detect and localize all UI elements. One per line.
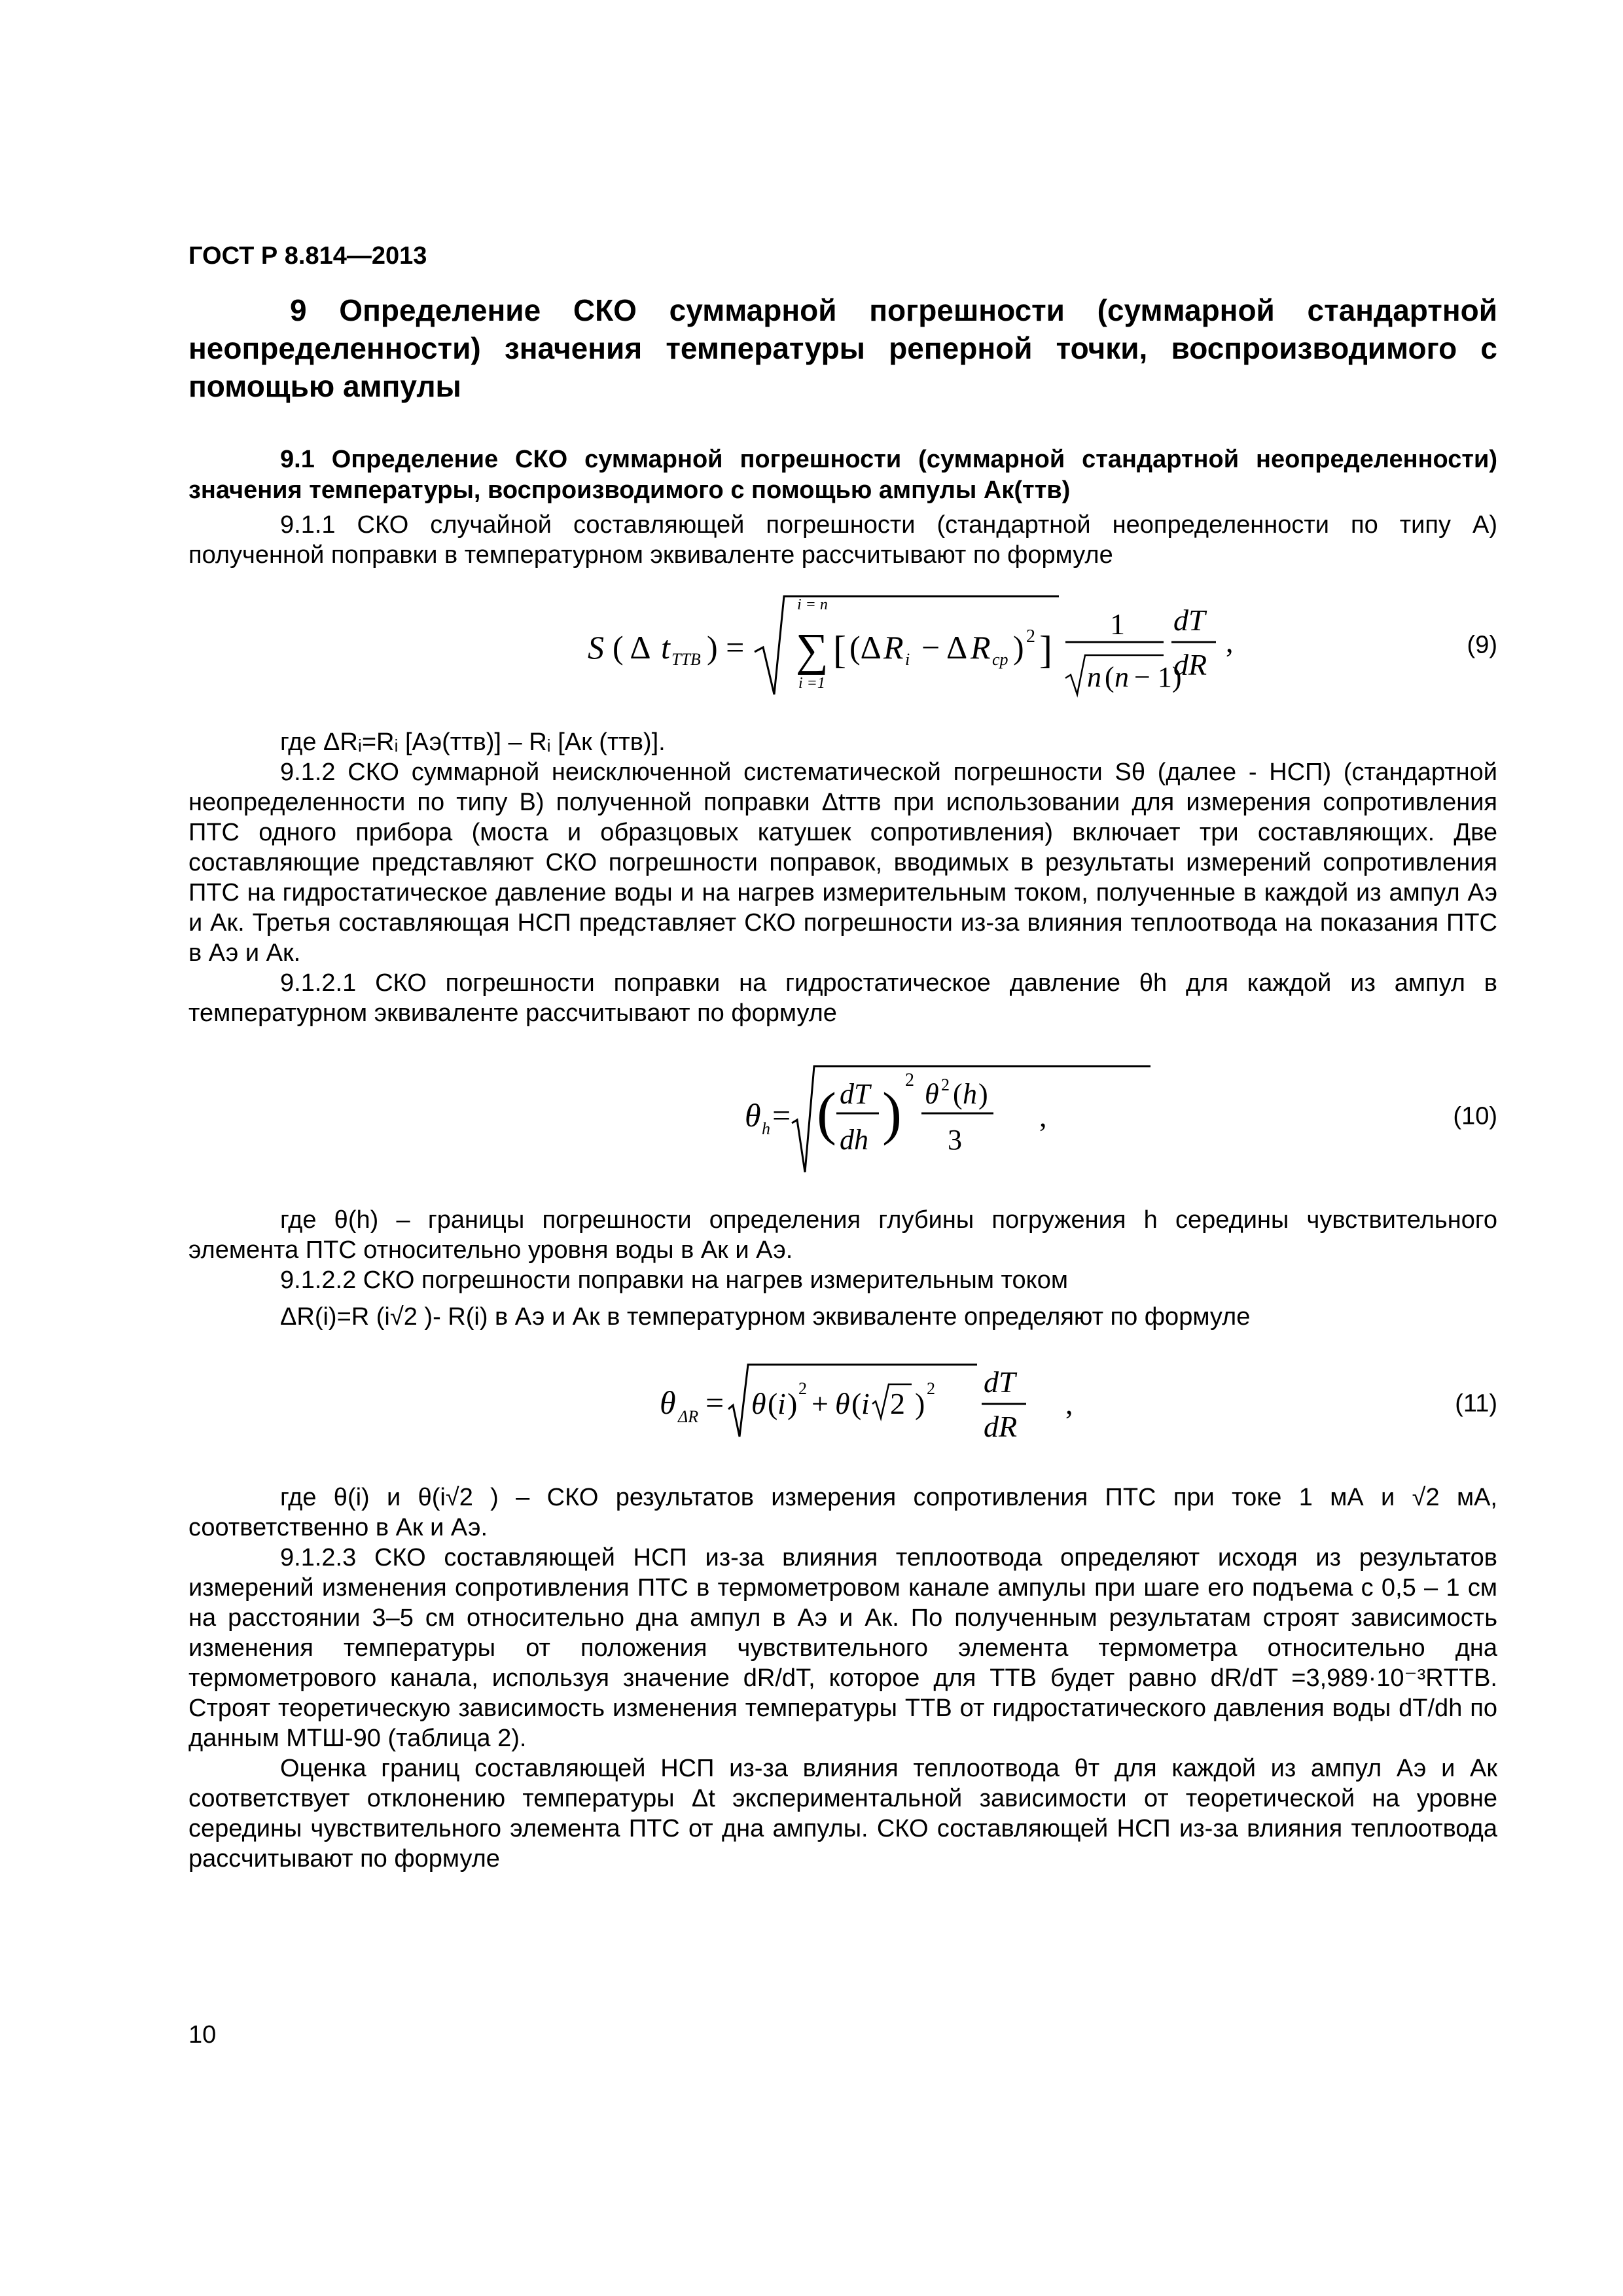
svg-text:cp: cp bbox=[992, 650, 1008, 669]
svg-text:θ: θ bbox=[925, 1078, 939, 1110]
svg-text:i: i bbox=[777, 1387, 786, 1420]
svg-text:i: i bbox=[905, 650, 910, 669]
svg-text:) =: ) = bbox=[707, 629, 745, 666]
svg-text:(Δ: (Δ bbox=[849, 629, 882, 666]
svg-text:n: n bbox=[1087, 661, 1101, 693]
svg-text:(: ( bbox=[817, 1081, 836, 1146]
svg-text:i =1: i =1 bbox=[798, 675, 825, 692]
svg-text:S: S bbox=[588, 629, 604, 666]
section-9-1-title: 9.1 Определение СКО суммарной погрешности (суммарной стандартной неопределенности) значения температуры, воспроизводимого с помощью ампулы Ак(ттв) bbox=[188, 446, 1497, 504]
svg-text:(: ( bbox=[851, 1387, 862, 1420]
svg-text:3: 3 bbox=[948, 1124, 962, 1156]
svg-text:): ) bbox=[787, 1387, 798, 1420]
svg-text:R: R bbox=[883, 629, 904, 666]
svg-text:i = n: i = n bbox=[797, 596, 828, 613]
svg-text:R: R bbox=[971, 629, 991, 666]
svg-text:θ: θ bbox=[745, 1097, 761, 1134]
svg-text:1: 1 bbox=[1110, 607, 1125, 641]
page-number: 10 bbox=[188, 2021, 217, 2049]
paragraph-9-1-1: 9.1.1 СКО случайной составляющей погрешности (стандартной неопределенности по типу А) полученной поправки в температурном эквиваленте рассчитывают по формуле bbox=[188, 511, 1497, 569]
svg-text:=: = bbox=[772, 1097, 791, 1134]
paragraph-9-1-2-2-formula-line: ΔR(i)=R (i√2 )- R(i) в Аэ и Ак в температурном эквиваленте определяют по формуле bbox=[280, 1303, 1251, 1331]
where-10: где θ(h) – границы погрешности определения глубины погружения h середины чувствительного элемента ПТС относительно уровня воды в Ак и Аэ. bbox=[188, 1206, 1497, 1264]
svg-text:+: + bbox=[812, 1387, 829, 1420]
svg-text:): ) bbox=[978, 1078, 988, 1110]
svg-text:(: ( bbox=[1105, 661, 1115, 693]
svg-text:θ: θ bbox=[751, 1387, 766, 1420]
svg-text:dR: dR bbox=[1173, 648, 1207, 681]
svg-text:dT: dT bbox=[984, 1365, 1016, 1399]
where-11: где θ(i) и θ(i√2 ) – СКО результатов измерения сопротивления ПТС при токе 1 мА и √2 мА, соответственно в Ак и Аэ. bbox=[188, 1484, 1497, 1541]
document-page bbox=[188, 242, 1497, 1874]
svg-text:(: ( bbox=[953, 1078, 963, 1110]
svg-text:2: 2 bbox=[890, 1387, 905, 1420]
paragraph-9-1-2-2: 9.1.2.2 СКО погрешности поправки на нагрев измерительным током bbox=[280, 1266, 1068, 1294]
equation-number-9: (9) bbox=[1467, 631, 1497, 659]
svg-text:h: h bbox=[963, 1078, 977, 1110]
svg-text:dT: dT bbox=[1173, 603, 1205, 637]
paragraph-9-1-2: 9.1.2 СКО суммарной неисключенной систематической погрешности Sθ (далее - НСП) (стандартной неопределенности по типу В) полученной поправки Δtттв при использовании для измерения сопротивления ПТС одного прибора (моста и образцовых катушек сопротивления) включает три составляющих. Две составляющие представляют СКО погрешности поправок, вводимых в результаты измерений сопротивления ПТС на гидростатическое давление воды и на нагрев измерительным током, полученные в каждой из ампул Аэ и Ак. Третья составляющая НСП представляет СКО погрешности из-за влияния теплоотвода на показания ПТС в Аэ и Ак. bbox=[188, 759, 1497, 967]
svg-text:): ) bbox=[915, 1387, 925, 1420]
svg-text:− 1): − 1) bbox=[1134, 661, 1182, 693]
svg-text:2: 2 bbox=[905, 1070, 914, 1090]
equation-number-10: (10) bbox=[1453, 1102, 1497, 1130]
svg-text:,: , bbox=[1039, 1100, 1047, 1133]
svg-text:,: , bbox=[1065, 1387, 1073, 1420]
document-id: ГОСТ Р 8.814—2013 bbox=[188, 242, 427, 270]
paragraph-9-1-2-3: 9.1.2.3 СКО составляющей НСП из-за влияния теплоотвода определяют исходя из результатов измерений изменения сопротивления ПТС в термометровом канале ампулы при шаге его подъема с 0,5 – 1 см на расстоянии 3–5 см относительно дна ампул в Аэ и Ак. По полученным результатам строят зависимость изменения температуры от положения чувствительного элемента термометра относительно дна термометрового канала, используя значение dR/dT, которое для ТТВ будет равно dR/dT =3,989·10⁻³RТТВ. Строят теоретическую зависимость изменения температуры ТТВ от гидростатического давления воды dT/dh по данным МТШ-90 (таблица 2). bbox=[188, 1544, 1497, 1752]
svg-text:2: 2 bbox=[941, 1075, 950, 1094]
svg-text:): ) bbox=[882, 1081, 902, 1146]
svg-text:dT: dT bbox=[840, 1078, 870, 1110]
svg-text:(: ( bbox=[768, 1387, 778, 1420]
svg-text:): ) bbox=[1013, 629, 1024, 666]
section-9-title: 9 Определение СКО суммарной погрешности (суммарной стандартной неопределенности) значения температуры реперной точки, воспроизводимого с помощью ампулы bbox=[188, 293, 1497, 403]
svg-text:θ: θ bbox=[660, 1384, 676, 1421]
formula-11 bbox=[188, 1352, 1497, 1456]
svg-text:− Δ: − Δ bbox=[921, 629, 968, 666]
svg-text:( Δ: ( Δ bbox=[613, 629, 651, 666]
formula-10 bbox=[188, 1054, 1497, 1179]
svg-text:∑: ∑ bbox=[796, 625, 829, 675]
svg-text:t: t bbox=[661, 629, 670, 666]
svg-text:2: 2 bbox=[798, 1379, 807, 1398]
svg-text:h: h bbox=[762, 1119, 770, 1138]
svg-text:TTB: TTB bbox=[671, 650, 701, 669]
equation-number-11: (11) bbox=[1455, 1390, 1497, 1418]
svg-text:2: 2 bbox=[927, 1379, 935, 1398]
svg-text:i: i bbox=[861, 1387, 870, 1420]
formula-9-body bbox=[588, 590, 1275, 701]
svg-text:dR: dR bbox=[984, 1410, 1018, 1443]
formula-11-body bbox=[660, 1352, 1281, 1456]
svg-text:2: 2 bbox=[1026, 626, 1035, 647]
where-9: где ΔRᵢ=Rᵢ [Аэ(ттв)] – Rᵢ [Ак (ттв)]. bbox=[280, 728, 666, 756]
formula-10-body bbox=[745, 1054, 1170, 1179]
svg-text:n: n bbox=[1115, 661, 1129, 693]
svg-text:dh: dh bbox=[840, 1124, 868, 1156]
svg-text:=: = bbox=[705, 1384, 724, 1421]
svg-text:θ: θ bbox=[835, 1387, 850, 1420]
svg-text:]: ] bbox=[1039, 628, 1052, 672]
formula-9 bbox=[188, 590, 1497, 701]
svg-text:ΔR: ΔR bbox=[678, 1407, 699, 1426]
paragraph-estimate: Оценка границ составляющей НСП из-за влияния теплоотвода θт для каждой из ампул Аэ и Ак соответствует отклонению температуры Δt экспериментальной зависимости от теоретической на уровне середины чувствительного элемента ПТС от дна ампулы. СКО составляющей НСП из-за влияния теплоотвода рассчитывают по формуле bbox=[188, 1755, 1497, 1873]
svg-text:,: , bbox=[1226, 625, 1234, 658]
paragraph-9-1-2-1: 9.1.2.1 СКО погрешности поправки на гидростатическое давление θh для каждой из ампул в температурном эквиваленте рассчитывают по формуле bbox=[188, 969, 1497, 1027]
svg-text:[: [ bbox=[833, 628, 846, 672]
